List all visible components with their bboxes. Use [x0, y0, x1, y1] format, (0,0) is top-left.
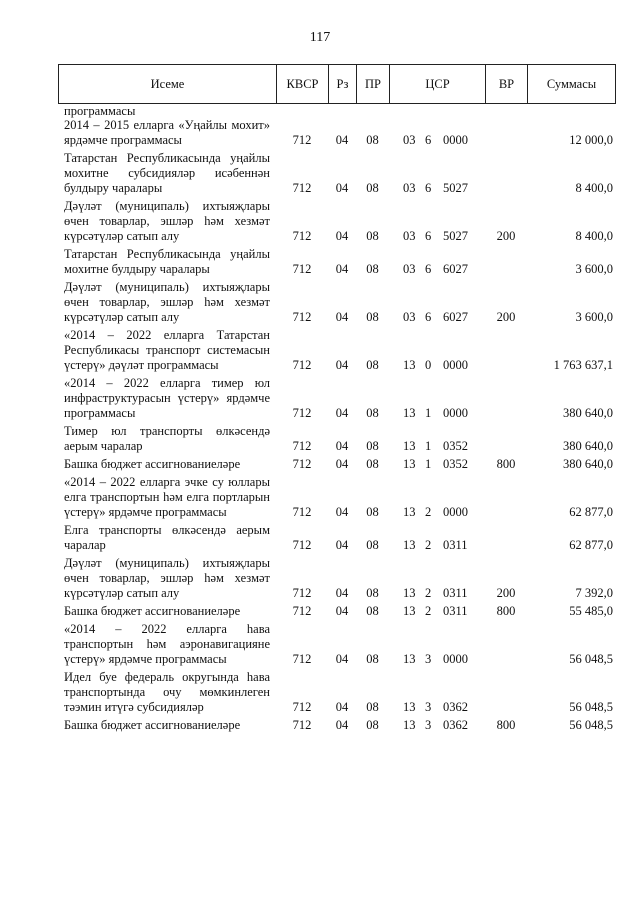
row-kvsr: 712 — [292, 181, 312, 195]
row-csr-part2: 3 — [425, 700, 432, 714]
table-row — [58, 376, 615, 424]
row-csr-part1: 13 — [403, 406, 416, 420]
row-name: Дәүләт (муниципаль) ихтыяҗлары өчен товарлар, эшләр һәм хезмәт күрсәтүләр сатып алу — [64, 199, 270, 243]
row-csr-part3: 0000 — [443, 505, 468, 519]
row-sum: 1 763 637,1 — [553, 358, 613, 372]
row-kvsr: 712 — [292, 718, 312, 732]
row-csr-part1: 13 — [403, 358, 416, 372]
row-vr: 800 — [496, 457, 516, 471]
row-sum: 380 640,0 — [563, 457, 613, 471]
row-csr-part3: 0311 — [443, 586, 468, 600]
row-rz: 04 — [335, 718, 349, 732]
header-kvsr: КВСР — [277, 65, 329, 104]
row-csr-part1: 13 — [403, 586, 416, 600]
row-pr: 08 — [366, 586, 379, 600]
row-pr: 08 — [366, 406, 379, 420]
row-name: «2014 – 2022 елларга һава транспортын һәм аэронавигацияне үстерү» ярдәмче программасы — [64, 622, 270, 666]
header-pr: ПР — [357, 65, 390, 104]
row-csr-part3: 0000 — [443, 133, 468, 147]
row-csr-part1: 13 — [403, 439, 416, 453]
row-csr-part2: 1 — [425, 439, 432, 453]
row-pr: 08 — [366, 133, 379, 147]
page-number: 117 — [309, 30, 331, 45]
row-vr — [485, 622, 527, 670]
row-sum: 62 877,0 — [569, 538, 613, 552]
row-csr-part3: 5027 — [443, 181, 468, 195]
row-csr-part1: 03 — [403, 262, 416, 276]
row-csr-part1: 13 — [403, 457, 416, 471]
row-csr-part2: 2 — [425, 604, 432, 618]
row-kvsr: 712 — [292, 358, 312, 372]
header-csr: ЦСР — [390, 65, 486, 104]
row-csr-part3: 6027 — [443, 310, 468, 324]
row-csr-part1: 03 — [403, 181, 416, 195]
row-csr-part2: 2 — [425, 505, 432, 519]
row-kvsr: 712 — [292, 229, 312, 243]
row-vr — [485, 475, 527, 523]
row-vr: 200 — [496, 310, 516, 324]
row-rz: 04 — [335, 181, 349, 195]
row-csr-part3: 5027 — [443, 229, 468, 243]
row-rz: 04 — [335, 358, 349, 372]
continuation-row — [58, 104, 615, 118]
row-csr-part1: 13 — [403, 700, 416, 714]
row-sum: 8 400,0 — [575, 181, 613, 195]
row-csr-part2: 6 — [425, 229, 432, 243]
row-vr — [485, 247, 527, 280]
row-pr: 08 — [366, 310, 379, 324]
table-row — [58, 280, 615, 328]
row-vr — [485, 523, 527, 556]
row-csr-part3: 0311 — [443, 604, 468, 618]
row-rz: 04 — [335, 604, 349, 618]
row-rz: 04 — [335, 133, 349, 147]
row-name: «2014 – 2022 елларга эчке су юллары елга транспортын һәм елга портларын үстерү» ярдәмче программасы — [64, 475, 270, 519]
row-pr: 08 — [366, 439, 379, 453]
row-csr-part1: 13 — [403, 652, 416, 666]
row-csr-part2: 6 — [425, 133, 432, 147]
row-name: «2014 – 2022 елларга тимер юл инфраструктурасын үстерү» ярдәмче программасы — [64, 376, 270, 420]
row-csr-part2: 1 — [425, 457, 432, 471]
row-kvsr: 712 — [292, 700, 312, 714]
table-row — [58, 475, 615, 523]
row-name: 2014 – 2015 елларга «Уңайлы мохит» ярдәмче программасы — [64, 118, 270, 147]
row-sum: 7 392,0 — [575, 586, 613, 600]
row-sum: 55 485,0 — [569, 604, 613, 618]
row-name: Татарстан Республикасында уңайлы мохитне булдыру чаралары — [64, 247, 270, 276]
row-kvsr: 712 — [292, 505, 312, 519]
row-csr-part3: 0000 — [443, 652, 468, 666]
row-rz: 04 — [335, 700, 349, 714]
row-csr-part2: 0 — [425, 358, 432, 372]
table-row — [58, 424, 615, 457]
row-csr-part3: 0362 — [443, 700, 468, 714]
row-rz: 04 — [335, 457, 349, 471]
row-rz: 04 — [335, 538, 349, 552]
row-kvsr: 712 — [292, 406, 312, 420]
row-csr-part1: 13 — [403, 718, 416, 732]
row-kvsr: 712 — [292, 538, 312, 552]
row-name: Башка бюджет ассигнованиеләре — [64, 457, 241, 471]
table-row — [58, 523, 615, 556]
table-row — [58, 151, 615, 199]
row-pr: 08 — [366, 262, 379, 276]
row-name: Елга транспорты өлкәсендә аерым чаралар — [64, 523, 270, 552]
row-name: Тимер юл транспорты өлкәсендә аерым чаралар — [64, 424, 270, 453]
row-sum: 3 600,0 — [575, 262, 613, 276]
header-rz: Рз — [329, 65, 357, 104]
row-csr-part3: 0352 — [443, 457, 468, 471]
row-pr: 08 — [366, 457, 379, 471]
row-pr: 08 — [366, 358, 379, 372]
row-sum: 3 600,0 — [575, 310, 613, 324]
row-vr — [485, 376, 527, 424]
row-rz: 04 — [335, 439, 349, 453]
row-csr-part3: 0000 — [443, 406, 468, 420]
table-row — [58, 670, 615, 718]
row-kvsr: 712 — [292, 457, 312, 471]
table-row — [58, 199, 615, 247]
row-vr: 800 — [496, 718, 516, 732]
header-vr: ВР — [486, 65, 528, 104]
row-sum: 62 877,0 — [569, 505, 613, 519]
row-sum: 380 640,0 — [563, 406, 613, 420]
row-rz: 04 — [335, 310, 349, 324]
row-vr: 200 — [496, 586, 516, 600]
table-row — [58, 328, 615, 376]
row-csr-part3: 0000 — [443, 358, 468, 372]
row-csr-part2: 3 — [425, 652, 432, 666]
budget-table — [58, 104, 615, 736]
row-pr: 08 — [366, 229, 379, 243]
row-pr: 08 — [366, 718, 379, 732]
row-name: «2014 – 2022 елларга Татарстан Республикасы транспорт системасын үстерү» дәүләт программасы — [64, 328, 270, 372]
row-kvsr: 712 — [292, 133, 312, 147]
row-kvsr: 712 — [292, 310, 312, 324]
row-pr: 08 — [366, 604, 379, 618]
row-vr — [485, 328, 527, 376]
row-csr-part2: 3 — [425, 718, 432, 732]
row-csr-part1: 03 — [403, 133, 416, 147]
row-csr-part2: 6 — [425, 181, 432, 195]
row-rz: 04 — [335, 406, 349, 420]
row-rz: 04 — [335, 262, 349, 276]
row-pr: 08 — [366, 652, 379, 666]
row-pr: 08 — [366, 538, 379, 552]
table-row — [58, 457, 615, 475]
row-name: Башка бюджет ассигнованиеләре — [64, 718, 241, 732]
row-vr: 800 — [496, 604, 516, 618]
table-row — [58, 118, 615, 151]
table-header — [58, 64, 616, 104]
row-pr: 08 — [366, 181, 379, 195]
row-sum: 56 048,5 — [569, 700, 613, 714]
row-name: Башка бюджет ассигнованиеләре — [64, 604, 241, 618]
row-vr — [485, 151, 527, 199]
row-name: Татарстан Республикасында уңайлы мохитне субсидияләр исәбеннән булдыру чаралары — [64, 151, 270, 195]
row-name: Дәүләт (муниципаль) ихтыяҗлары өчен товарлар, эшләр һәм хезмәт күрсәтүләр сатып алу — [64, 556, 270, 600]
row-csr-part1: 13 — [403, 604, 416, 618]
row-rz: 04 — [335, 652, 349, 666]
header-sum: Суммасы — [528, 65, 616, 104]
row-sum: 12 000,0 — [569, 133, 613, 147]
table-row — [58, 247, 615, 280]
row-rz: 04 — [335, 229, 349, 243]
row-csr-part1: 13 — [403, 538, 416, 552]
continuation-text: программасы — [64, 104, 136, 118]
row-vr — [485, 670, 527, 718]
row-csr-part1: 13 — [403, 505, 416, 519]
row-rz: 04 — [335, 505, 349, 519]
row-csr-part2: 2 — [425, 538, 432, 552]
row-name: Дәүләт (муниципаль) ихтыяҗлары өчен товарлар, эшләр һәм хезмәт күрсәтүләр сатып алу — [64, 280, 270, 324]
row-csr-part3: 6027 — [443, 262, 468, 276]
row-rz: 04 — [335, 586, 349, 600]
row-csr-part2: 1 — [425, 406, 432, 420]
row-name: Идел буе федераль округында һава транспортында очу мөмкинлеген тәэмин итүгә субсидияләр — [64, 670, 270, 714]
row-csr-part2: 6 — [425, 262, 432, 276]
row-csr-part1: 03 — [403, 310, 416, 324]
table-row — [58, 604, 615, 622]
table-row — [58, 622, 615, 670]
table-row — [58, 718, 615, 736]
row-vr — [485, 424, 527, 457]
row-kvsr: 712 — [292, 262, 312, 276]
table-row — [58, 556, 615, 604]
row-kvsr: 712 — [292, 586, 312, 600]
row-sum: 56 048,5 — [569, 652, 613, 666]
row-kvsr: 712 — [292, 652, 312, 666]
row-kvsr: 712 — [292, 604, 312, 618]
row-csr-part2: 6 — [425, 310, 432, 324]
header-name: Исеме — [59, 65, 277, 104]
row-pr: 08 — [366, 700, 379, 714]
row-csr-part3: 0311 — [443, 538, 468, 552]
row-vr: 200 — [496, 229, 516, 243]
row-sum: 380 640,0 — [563, 439, 613, 453]
row-csr-part1: 03 — [403, 229, 416, 243]
row-csr-part3: 0352 — [443, 439, 468, 453]
row-vr — [485, 118, 527, 151]
row-kvsr: 712 — [292, 439, 312, 453]
row-pr: 08 — [366, 505, 379, 519]
row-sum: 56 048,5 — [569, 718, 613, 732]
row-csr-part2: 2 — [425, 586, 432, 600]
row-csr-part3: 0362 — [443, 718, 468, 732]
row-sum: 8 400,0 — [575, 229, 613, 243]
